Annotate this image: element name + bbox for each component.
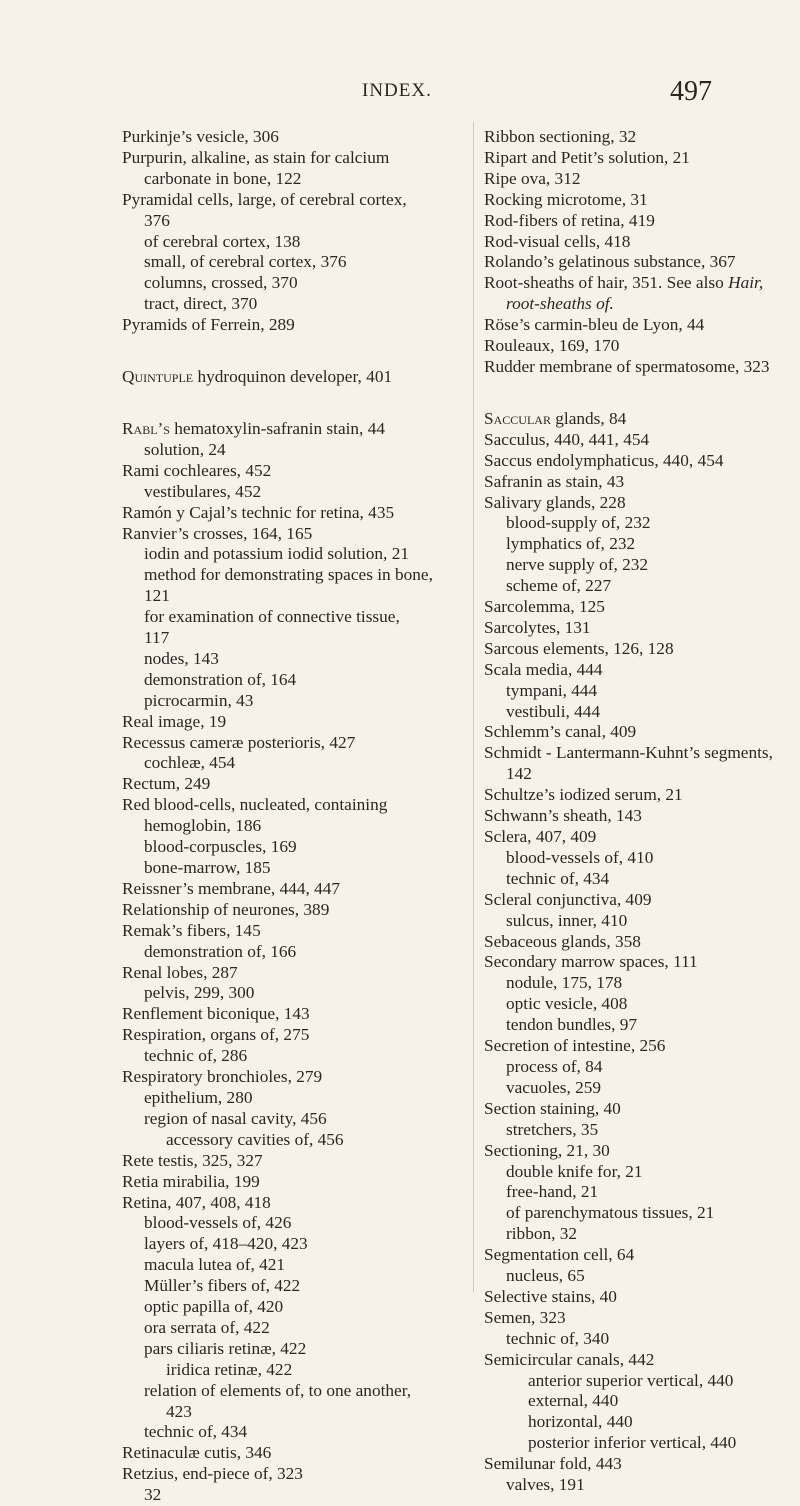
index-entry: Sacculus, 440, 441, 454 <box>484 429 650 449</box>
index-subentry: double knife for, 21 <box>506 1161 643 1181</box>
index-entry-letter-s: Saccular glands, 84 <box>484 408 627 428</box>
index-entry: Rocking microtome, 31 <box>484 189 648 209</box>
index-subentry: technic of, 286 <box>144 1046 248 1066</box>
index-subentry: technic of, 340 <box>506 1328 610 1348</box>
index-entry: Pyramids of Ferrein, 289 <box>122 315 295 335</box>
index-subentry: accessory cavities of, 456 <box>166 1129 344 1149</box>
index-entry: Schlemm’s canal, 409 <box>484 722 637 742</box>
index-subentry: stretchers, 35 <box>506 1119 599 1139</box>
page-header <box>0 76 800 116</box>
index-subentry: vacuoles, 259 <box>506 1077 602 1097</box>
index-subentry: blood-supply of, 232 <box>506 513 651 533</box>
index-subentry: for examination of connective tissue, <box>144 607 400 627</box>
index-subentry: optic vesicle, 408 <box>506 994 628 1014</box>
index-entry: Sebaceous glands, 358 <box>484 931 641 951</box>
index-subentry: epithelium, 280 <box>144 1087 253 1107</box>
index-subentry: technic of, 434 <box>144 1422 248 1442</box>
index-subentry: iodin and potassium iodid solution, 21 <box>144 544 409 564</box>
index-entry: Pyramidal cells, large, of cerebral cortex, <box>122 189 407 209</box>
index-subentry: ribbon, 32 <box>506 1224 578 1244</box>
index-entry: Rod-visual cells, 418 <box>484 231 631 251</box>
index-entry: Saccus endolymphaticus, 440, 454 <box>484 450 724 470</box>
index-subentry: lymphatics of, 232 <box>506 534 636 554</box>
index-entry: Segmentation cell, 64 <box>484 1245 635 1265</box>
index-subentry: method for demonstrating spaces in bone, <box>144 565 433 585</box>
index-entry: Recessus cameræ posterioris, 427 <box>122 732 356 752</box>
index-subentry: nucleus, 65 <box>506 1266 585 1286</box>
index-entry: Reissner’s membrane, 444, 447 <box>122 878 341 898</box>
index-entry-continuation: 423 <box>166 1401 192 1421</box>
index-column-right <box>484 127 800 1496</box>
index-entry: Purkinje’s vesicle, 306 <box>122 127 279 146</box>
index-entry-letter-q: Quintuple hydroquinon developer, 401 <box>122 367 393 387</box>
index-entry: Schwann’s sheath, 143 <box>484 806 642 826</box>
index-entry: Rectum, 249 <box>122 774 211 794</box>
index-subentry: optic papilla of, 420 <box>144 1297 284 1317</box>
index-entry-continuation: carbonate in bone, 122 <box>144 168 302 188</box>
index-entry: Sarcolemma, 125 <box>484 597 605 617</box>
index-subentry: blood-vessels of, 426 <box>144 1213 292 1233</box>
index-subentry: ora serrata of, 422 <box>144 1317 270 1337</box>
index-entry: Renal lobes, 287 <box>122 962 238 982</box>
index-subentry: relation of elements of, to one another, <box>144 1380 412 1400</box>
cross-reference-continuation: root-sheaths of. <box>506 294 614 314</box>
index-subentry: layers of, 418–420, 423 <box>144 1234 308 1254</box>
index-subentry: sulcus, inner, 410 <box>506 910 628 930</box>
index-subentry: of parenchymatous tissues, 21 <box>506 1203 715 1223</box>
index-entry: Ribbon sectioning, 32 <box>484 127 637 146</box>
index-entry: Respiratory bronchioles, 279 <box>122 1067 323 1087</box>
index-entry: Rudder membrane of spermatosome, 323 <box>484 356 770 376</box>
running-head: INDEX. <box>362 80 432 101</box>
index-subentry: pars ciliaris retinæ, 422 <box>144 1338 307 1358</box>
index-subentry: vestibuli, 444 <box>506 701 601 721</box>
index-entry: Root-sheaths of hair, 351. See also Hair, <box>484 273 764 293</box>
index-entry: Sectioning, 21, 30 <box>484 1140 610 1160</box>
index-entry: Schmidt - Lantermann-Kuhnt’s segments, <box>484 743 773 763</box>
index-entry: Relationship of neurones, 389 <box>122 899 330 919</box>
index-subentry: demonstration of, 164 <box>144 669 297 689</box>
index-subentry: columns, crossed, 370 <box>144 273 298 293</box>
index-entry: Selective stains, 40 <box>484 1286 617 1306</box>
index-subentry: horizontal, 440 <box>528 1412 633 1432</box>
index-subentry: iridica retinæ, 422 <box>166 1359 293 1379</box>
cross-reference: Hair, <box>728 273 764 293</box>
index-entry: Retina, 407, 408, 418 <box>122 1192 271 1212</box>
index-subentry: external, 440 <box>528 1391 619 1411</box>
index-entry: Scala media, 444 <box>484 659 603 679</box>
index-entry: Remak’s fibers, 145 <box>122 920 261 940</box>
index-subentry: blood-vessels of, 410 <box>506 847 654 867</box>
index-entry: Red blood-cells, nucleated, containing <box>122 795 388 815</box>
index-entry: Safranin as stain, 43 <box>484 471 625 491</box>
index-entry: Renflement biconique, 143 <box>122 1004 310 1024</box>
index-entry: Ranvier’s crosses, 164, 165 <box>122 523 313 543</box>
index-entry: Respiration, organs of, 275 <box>122 1025 310 1045</box>
index-entry: Real image, 19 <box>122 711 227 731</box>
index-subentry: macula lutea of, 421 <box>144 1255 286 1275</box>
index-entry: Schultze’s iodized serum, 21 <box>484 785 683 805</box>
index-subentry: nodes, 143 <box>144 648 219 668</box>
index-entry: Ramón y Cajal’s technic for retina, 435 <box>122 502 395 522</box>
index-subentry: picrocarmin, 43 <box>144 690 254 710</box>
index-entry: Sarcolytes, 131 <box>484 617 591 637</box>
page-number: 497 <box>670 76 712 107</box>
index-entry: Secondary marrow spaces, 111 <box>484 952 698 972</box>
index-entry: Secretion of intestine, 256 <box>484 1036 666 1056</box>
index-subentry: blood-corpuscles, 169 <box>144 837 297 857</box>
index-entry: Semilunar fold, 443 <box>484 1454 622 1474</box>
index-subentry: bone-marrow, 185 <box>144 858 271 877</box>
index-subentry: posterior inferior vertical, 440 <box>528 1433 737 1453</box>
index-entry: Salivary glands, 228 <box>484 492 626 512</box>
index-entry-continuation: 32 <box>144 1485 162 1505</box>
index-entry: Scleral conjunctiva, 409 <box>484 889 652 909</box>
index-subentry: of cerebral cortex, 138 <box>144 231 301 251</box>
index-subentry: nerve supply of, 232 <box>506 555 649 575</box>
index-entry-continuation: 121 <box>144 586 170 606</box>
index-entry: Purpurin, alkaline, as stain for calcium <box>122 147 390 167</box>
index-entry: Retia mirabilia, 199 <box>122 1171 260 1191</box>
index-entry-continuation: hemoglobin, 186 <box>144 816 262 836</box>
index-entry: Semicircular canals, 442 <box>484 1349 655 1369</box>
index-entry-continuation: 142 <box>506 764 532 784</box>
index-subentry: solution, 24 <box>144 439 226 459</box>
index-subentry: pelvis, 299, 300 <box>144 983 255 1003</box>
index-subentry: cochleæ, 454 <box>144 753 236 773</box>
index-entry: Semen, 323 <box>484 1307 566 1327</box>
index-entry: Section staining, 40 <box>484 1098 621 1118</box>
index-subentry: valves, 191 <box>506 1475 585 1495</box>
index-entry: Rete testis, 325, 327 <box>122 1150 263 1170</box>
index-subentry: vestibulares, 452 <box>144 481 262 501</box>
index-subentry: Müller’s fibers of, 422 <box>144 1276 301 1296</box>
index-entry: Rod-fibers of retina, 419 <box>484 210 655 230</box>
index-subentry: tract, direct, 370 <box>144 294 258 314</box>
index-entry: Sarcous elements, 126, 128 <box>484 638 674 658</box>
index-entry: Ripe ova, 312 <box>484 168 581 188</box>
index-column-left <box>122 127 466 1506</box>
index-subentry: process of, 84 <box>506 1056 603 1076</box>
index-subentry: technic of, 434 <box>506 868 610 888</box>
index-entry: Sclera, 407, 409 <box>484 827 597 846</box>
index-subentry: tendon bundles, 97 <box>506 1015 638 1035</box>
index-entry: Röse’s carmin-bleu de Lyon, 44 <box>484 315 705 335</box>
index-entry: Retinaculæ cutis, 346 <box>122 1443 272 1463</box>
index-entry: Retzius, end-piece of, 323 <box>122 1464 303 1484</box>
index-entry-continuation: 376 <box>144 210 170 230</box>
index-entry: Rouleaux, 169, 170 <box>484 336 620 356</box>
index-subentry: free-hand, 21 <box>506 1182 599 1202</box>
index-subentry: scheme of, 227 <box>506 576 612 596</box>
index-subentry: tympani, 444 <box>506 680 598 700</box>
index-subentry: nodule, 175, 178 <box>506 973 623 993</box>
index-subentry: region of nasal cavity, 456 <box>144 1108 327 1128</box>
index-entry: Rolando’s gelatinous substance, 367 <box>484 252 736 272</box>
index-subentry: demonstration of, 166 <box>144 941 297 961</box>
index-entry: Rami cochleares, 452 <box>122 460 272 480</box>
column-divider <box>473 122 474 1292</box>
index-entry-letter-r: Rabl’s hematoxylin-safranin stain, 44 <box>122 418 385 438</box>
index-entry: Ripart and Petit’s solution, 21 <box>484 147 690 167</box>
index-subentry: anterior superior vertical, 440 <box>528 1370 734 1390</box>
index-entry-continuation: 117 <box>144 628 170 648</box>
index-subentry: small, of cerebral cortex, 376 <box>144 252 347 272</box>
